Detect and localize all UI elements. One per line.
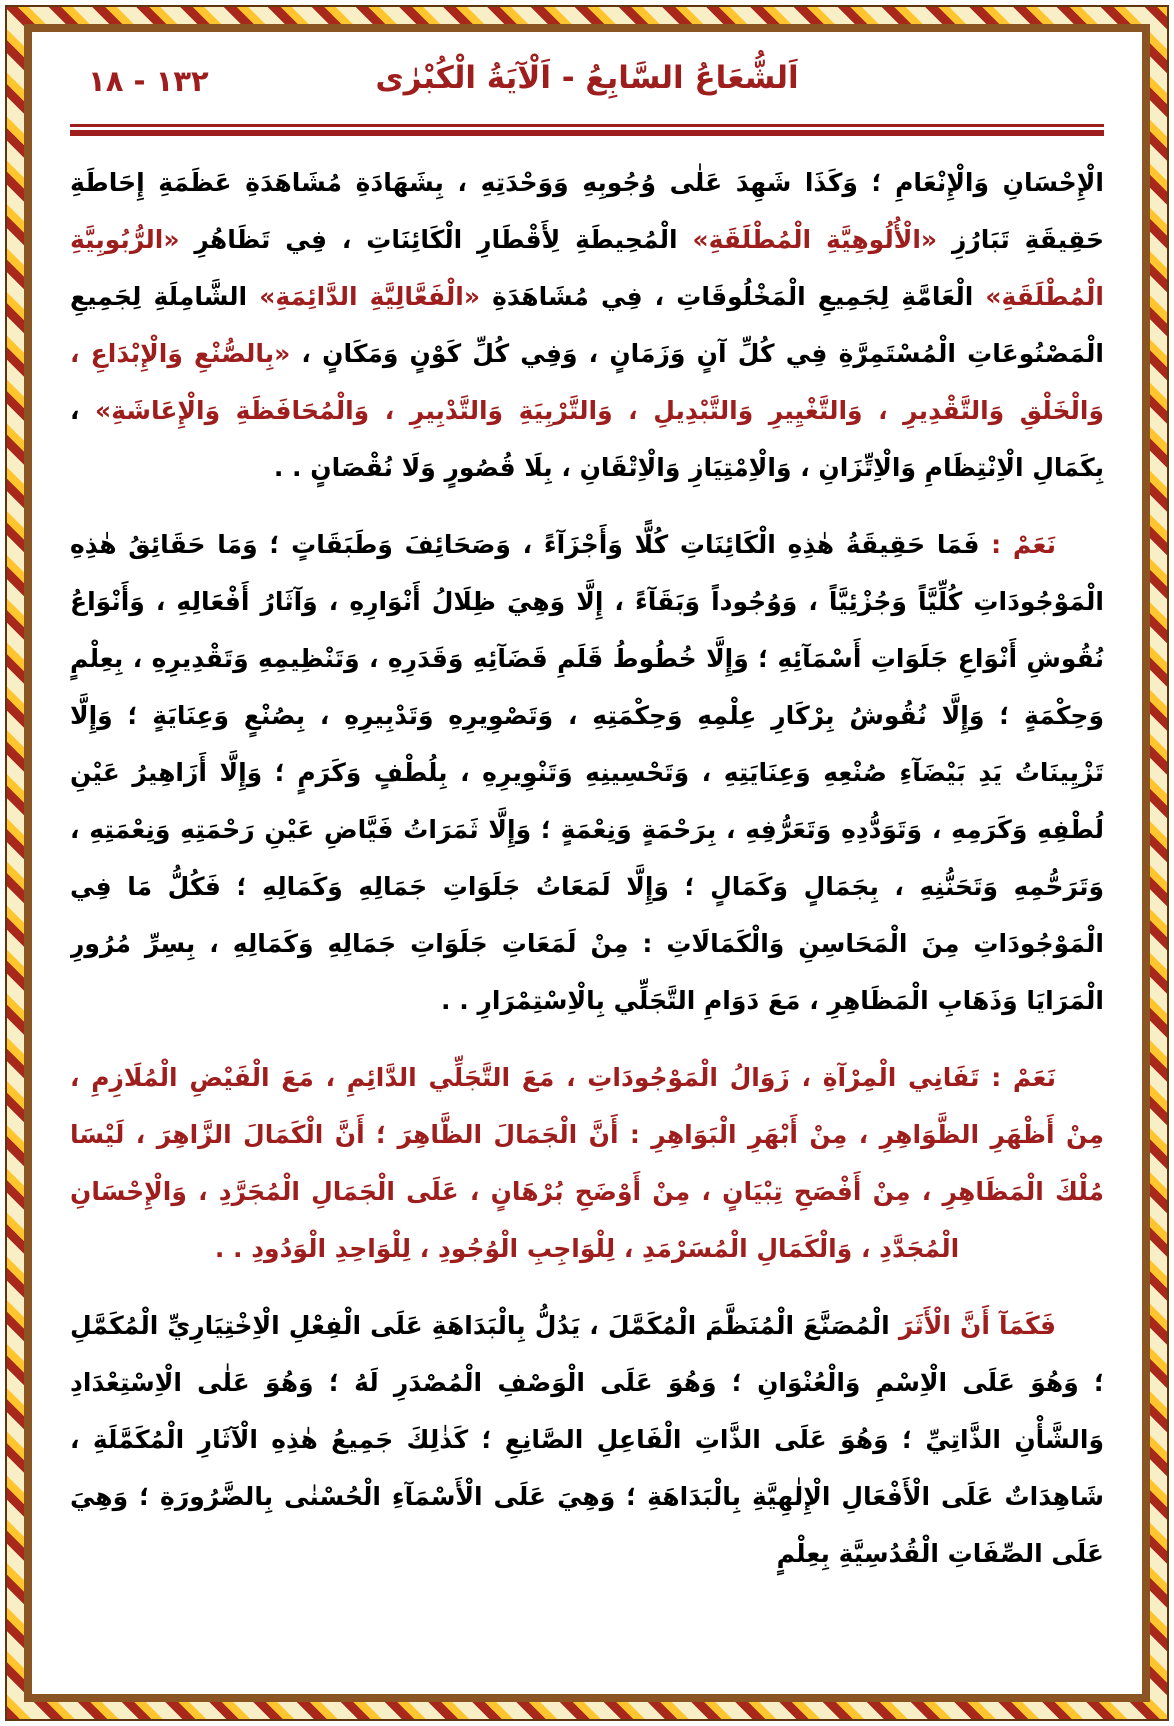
text-body — [70, 154, 1104, 1624]
paragraph-naam-reality — [70, 516, 1104, 1029]
text-run: الْإِحْسَانِ وَالْإِنْعَامِ ؛ وَكَذَا شَهِدَ عَلٰى وُجُوبِهِ وَوَحْدَتِهِ ، بِشَهَادَةِ مُشَاهَدَةِ عَظَمَةِ إِحَاطَةِ حَقِيقَةِ تَبَارُزِ — [70, 168, 1104, 254]
paragraph-continuation — [70, 154, 1104, 496]
highlight-run: «بِالصُّنْعِ وَالْإِبْدَاعِ ، وَالْخَلْقِ وَالتَّقْدِيرِ ، وَالتَّغْيِيرِ وَالتَّبْدِيلِ ، وَالتَّرْبِيَةِ وَالتَّدْبِيرِ ، وَالْمُحَافَظَةِ وَالْإِعَاشَةِ» — [70, 339, 1104, 425]
text-run: فَمَا حَقِيقَةُ هٰذِهِ الْكَائِنَاتِ كُلًّا وَأَجْزَآءً ، وَصَحَائِفَ وَطَبَقَاتٍ ؛ وَمَا حَقَائِقُ هٰذِهِ الْمَوْجُودَاتِ كُلِّيَّاً وَجُزْئِيَّاً ، وَوُجُوداً وَبَقَآءً ، إِلَّا وَهِيَ ظِلَالُ أَنْوَارِهِ ، وَآثَارُ أَفْعَالِهِ ، وَأَنْوَاعُ نُقُوشِ أَنْوَاعِ جَلَوَاتِ أَسْمَآئِهِ ؛ وَإِلَّا خُطُوطُ قَلَمِ قَضَآئِهِ وَقَدَرِهِ ، وَتَنْظِيمِهِ وَتَقْدِيرِهِ ، بِعِلْمٍ وَحِكْمَةٍ ؛ وَإِلَّا نُقُوشُ بِرْكَارِ عِلْمِهِ وَحِكْمَتِهِ ، وَتَصْوِيرِهِ وَتَدْبِيرِهِ ، بِصُنْعٍ وَعِنَايَةٍ ؛ وَإِلَّا تَزْيِينَاتُ يَدِ بَيْضَآءِ صُنْعِهِ وَعِنَايَتِهِ ، وَتَحْسِينِهِ وَتَنْوِيرِهِ ، بِلُطْفٍ وَكَرَمٍ ؛ وَإِلَّا أَزَاهِيرُ عَيْنِ لُطْفِهِ وَكَرَمِهِ ، وَتَوَدُّدِهِ وَتَعَرُّفِهِ ، بِرَحْمَةٍ وَنِعْمَةٍ ؛ وَإِلَّا ثَمَرَاتُ فَيَّاضِ عَيْنِ رَحْمَتِهِ وَنِعْمَتِهِ ، وَتَرَحُّمِهِ وَتَحَنُّنِهِ ، بِجَمَالٍ وَكَمَالٍ ؛ وَإِلَّا لَمَعَاتُ جَلَوَاتِ جَمَالِهِ وَكَمَالِهِ ؛ فَكُلُّ مَا فِي الْمَوْجُودَاتِ مِنَ الْمَحَاسِنِ وَالْكَمَالَاتِ : مِنْ لَمَعَاتِ جَلَوَاتِ جَمَالِهِ وَكَمَالِهِ ، بِسِرِّ مُرُورِ الْمَرَايَا وَذَهَابِ الْمَظَاهِرِ ، مَعَ دَوَامِ التَّجَلِّي بِالْاِسْتِمْرَارِ . . — [70, 530, 1104, 1015]
header-divider — [70, 124, 1104, 136]
highlight-run: فَكَمَآ أَنَّ الْأَثَرَ — [898, 1311, 1056, 1340]
page-title: اَلشُّعَاعُ السَّابِعُ - اَلْآيَةُ الْكُبْرٰى — [375, 60, 799, 96]
text-run: الشَّامِلَةِ لِجَمِيعِ الْمَصْنُوعَاتِ الْمُسْتَمِرَّةِ فِي كُلِّ آنٍ وَزَمَانٍ ، وَفِي كُلِّ كَوْنٍ وَمَكَانٍ ، — [70, 282, 1104, 368]
highlight-run: نَعَمْ : تَفَانِي الْمِرْآةِ ، زَوَالُ الْمَوْجُودَاتِ ، مَعَ التَّجَلِّي الدَّائِمِ ، مَعَ الْفَيْضِ الْمُلَازِمِ ، مِنْ أَظْهَرِ الظَّوَاهِرِ ، مِنْ أَبْهَرِ الْبَوَاهِرِ : أَنَّ الْجَمَالَ الظَّاهِرَ ؛ أَنَّ الْكَمَالَ الزَّاهِرَ ، لَيْسَا مُلْكَ الْمَظَاهِرِ ، مِنْ أَفْصَحِ تِبْيَانٍ ، مِنْ أَوْضَحِ بُرْهَانٍ ، عَلَى الْجَمَالِ الْمُجَرَّدِ ، وَالْإِحْسَانِ الْمُجَدَّدِ ، وَالْكَمَالِ الْمُسَرْمَدِ ، لِلْوَاجِبِ الْوُجُودِ ، لِلْوَاحِدِ الْوَدُودِ . . — [70, 1063, 1104, 1263]
highlight-run: «الْفَعَّالِيَّةِ الدَّائِمَةِ» — [259, 282, 481, 311]
highlight-run: «الْأُلُوهِيَّةِ الْمُطْلَقَةِ» — [692, 225, 938, 254]
page-surface — [24, 24, 1150, 1702]
text-run: ، بِكَمَالِ الْاِنْتِظَامِ وَالْاِتِّزَانِ ، وَالْاِمْتِيَازِ وَالْاِتْقَانِ ، بِلَا قُصُورٍ وَلَا نُقْصَانٍ . . — [70, 396, 1104, 482]
paragraph-naam-red — [70, 1049, 1104, 1277]
text-run: الْعَامَّةِ لِجَمِيعِ الْمَخْلُوقَاتِ ، فِي مُشَاهَدَةِ — [480, 282, 986, 311]
page-header — [70, 56, 1104, 114]
page-content — [32, 32, 1142, 1694]
text-run: الْمُصَنَّعَ الْمُنَظَّمَ الْمُكَمَّلَ ، يَدُلُّ بِالْبَدَاهَةِ عَلَى الْفِعْلِ الْاِخْتِيَارِيِّ الْمُكَمَّلِ ؛ وَهُوَ عَلَى الْاِسْمِ وَالْعُنْوَانِ ؛ وَهُوَ عَلَى الْوَصْفِ الْمُصْدَرِ لَهُ ؛ وَهُوَ عَلٰى الْاِسْتِعْدَادِ وَالشَّأْنِ الذَّاتِيِّ ؛ وَهُوَ عَلَى الذَّاتِ الْفَاعِلِ الصَّانِعِ ؛ كَذٰلِكَ جَمِيعُ هٰذِهِ الْآثَارِ الْمُكَمَّلَةِ ، شَاهِدَاتٌ عَلَى الْأَفْعَالِ الْإِلٰهِيَّةِ بِالْبَدَاهَةِ ؛ وَهِيَ عَلَى الْأَسْمَآءِ الْحُسْنٰى بِالضَّرُورَةِ ؛ وَهِيَ عَلَى الصِّفَاتِ الْقُدُسِيَّةِ بِعِلْمٍ — [70, 1311, 1104, 1568]
page-number: ١٣٢ - ١٨ — [88, 64, 209, 98]
highlight-run: «الرُّبُوبِيَّةِ الْمُطْلَقَةِ» — [70, 225, 1104, 311]
paragraph-athar — [70, 1297, 1104, 1582]
highlight-run: نَعَمْ : — [991, 530, 1056, 559]
text-run: الْمُحِيطَةِ لِأَقْطَارِ الْكَائِنَاتِ ، فِي تَظَاهُرِ — [179, 225, 693, 254]
